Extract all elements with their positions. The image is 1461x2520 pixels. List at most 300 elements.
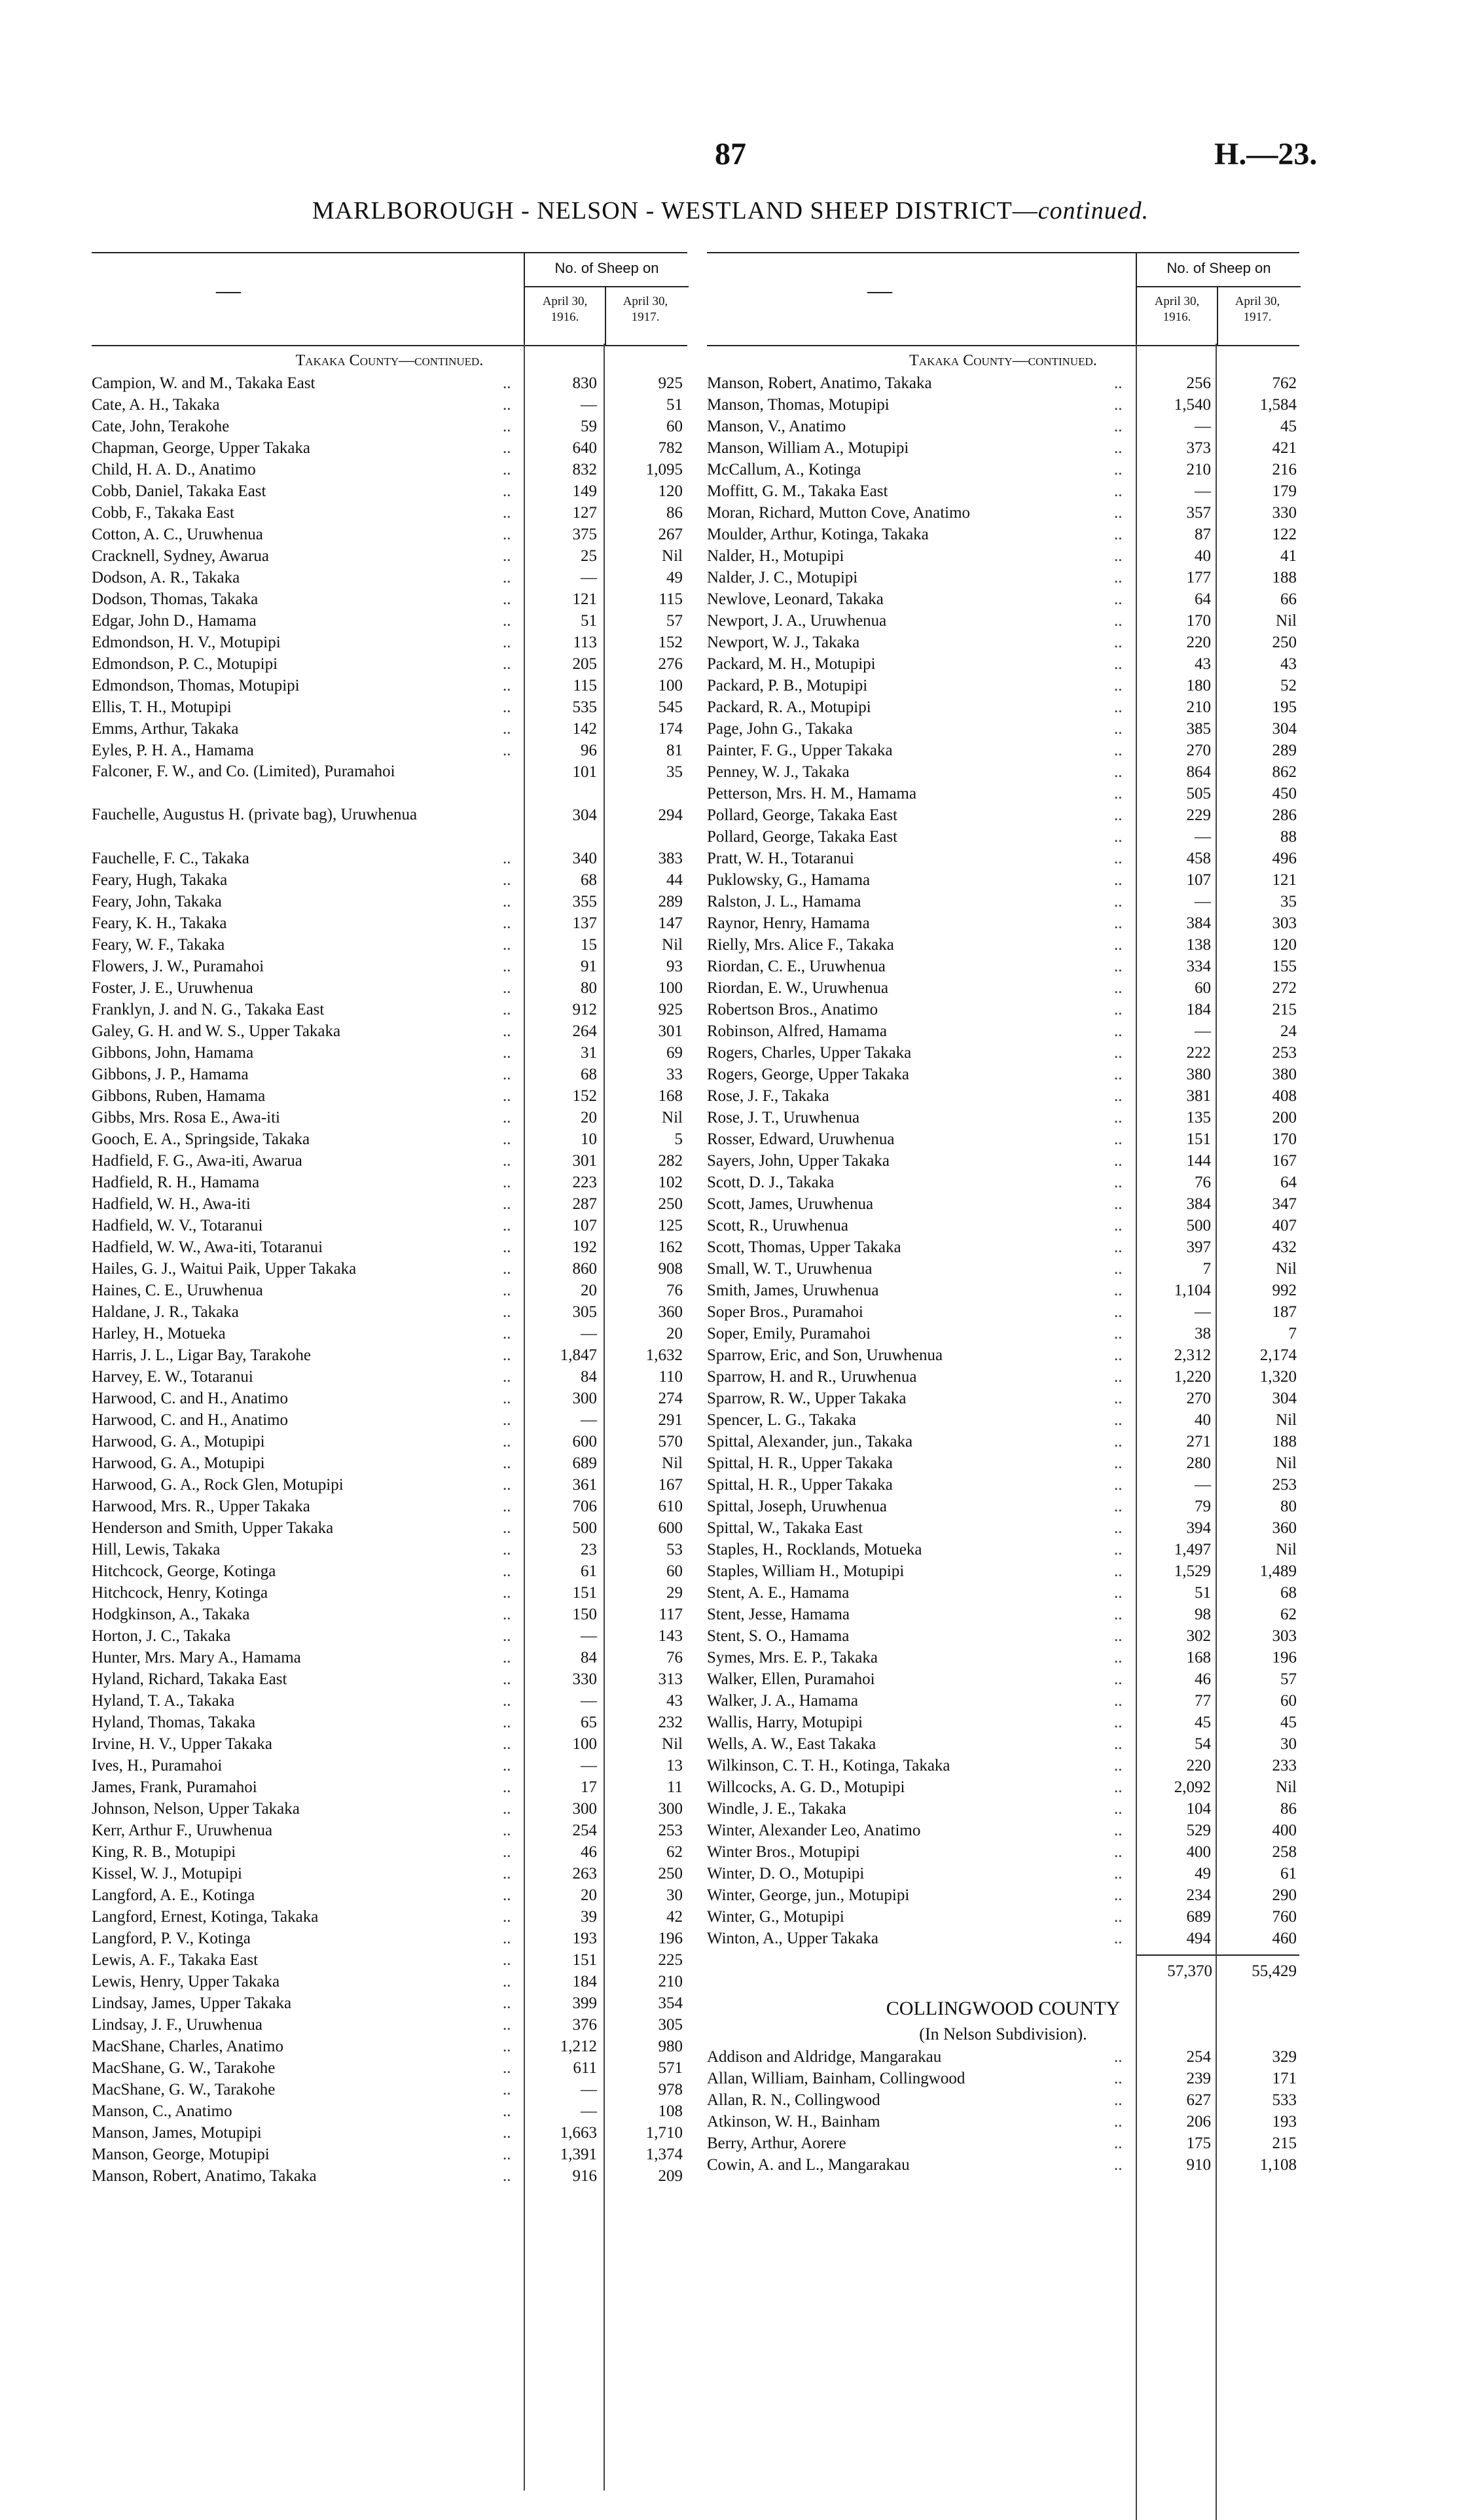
sheep-1916: — (581, 569, 597, 586)
left-rows (92, 372, 687, 2187)
sheep-1916: 376 (572, 2016, 597, 2034)
sheep-1916: 115 (573, 677, 597, 694)
owner-name: Hailes, G. J., Waitui Paik, Upper Takaka (92, 1260, 357, 1278)
table-row: Harris, J. L., Ligar Bay, Tarakohe .. 1,847 1,632 (92, 1344, 687, 1366)
table-row: Spittal, H. R., Upper Takaka .. 280 Nil (707, 1452, 1299, 1474)
owner-name: Packard, R. A., Motupipi (707, 698, 871, 716)
sheep-1916: 100 (572, 1735, 597, 1753)
table-row: Gooch, E. A., Springside, Takaka .. 10 5 (92, 1128, 687, 1150)
sheep-1917: 49 (666, 569, 683, 586)
collingwood-rows (707, 2046, 1299, 2176)
table-row: Haines, C. E., Uruwhenua .. 20 76 (92, 1280, 687, 1301)
sheep-1916: 142 (572, 720, 597, 738)
total-1916: 57,370 (1167, 1962, 1212, 1980)
sheep-1916: 494 (1186, 1930, 1211, 1947)
owner-name: Hitchcock, George, Kotinga (92, 1562, 276, 1580)
table-row: Gibbs, Mrs. Rosa E., Awa-iti .. 20 Nil (92, 1107, 687, 1128)
table-row: Cobb, F., Takaka East .. 127 86 (92, 502, 687, 524)
sheep-1916: 302 (1186, 1627, 1211, 1645)
owner-name: Pollard, George, Takaka East (707, 828, 897, 846)
owner-name: Hadfield, W. V., Totaranui (92, 1217, 263, 1234)
sheep-1917: 45 (1280, 418, 1297, 435)
sheep-1917: 303 (1272, 914, 1297, 932)
table-row: James, Frank, Puramahoi .. 17 11 (92, 1776, 687, 1798)
owner-name: Winter, George, jun., Motupipi (707, 1886, 910, 1904)
owner-name: Campion, W. and M., Takaka East (92, 374, 316, 392)
sheep-1917: 225 (658, 1951, 683, 1969)
table-row: Nalder, J. C., Motupipi .. 177 188 (707, 567, 1299, 588)
sheep-1916: 144 (1186, 1152, 1211, 1170)
table-row: Sayers, John, Upper Takaka .. 144 167 (707, 1150, 1299, 1172)
sheep-1917: 60 (1280, 1692, 1297, 1710)
table-row: MacShane, Charles, Anatimo .. 1,212 980 (92, 2036, 687, 2057)
owner-name: Feary, K. H., Takaka (92, 914, 227, 932)
sheep-1916: 107 (1186, 871, 1211, 889)
table-row: Chapman, George, Upper Takaka .. 640 782 (92, 437, 687, 459)
county-subheading: (In Nelson Subdivision). (919, 2025, 1087, 2043)
table-row: Riordan, E. W., Uruwhenua .. 60 272 (707, 977, 1299, 999)
sheep-1917: 108 (658, 2102, 683, 2120)
owner-name: Harwood, C. and H., Anatimo (92, 1390, 288, 1407)
sheep-1916: 104 (1186, 1800, 1211, 1818)
owner-name: Allan, William, Bainham, Collingwood (707, 2070, 965, 2087)
sheep-1916: 80 (581, 979, 597, 997)
table-row: Packard, P. B., Motupipi .. 180 52 (707, 675, 1299, 696)
owner-name: Edmondson, P. C., Motupipi (92, 655, 278, 673)
sheep-1917: 253 (1272, 1476, 1297, 1494)
table-row: Sparrow, R. W., Upper Takaka .. 270 304 (707, 1388, 1299, 1409)
sheep-1916: 1,497 (1174, 1541, 1211, 1558)
sheep-1917: 1,374 (645, 2146, 683, 2163)
owner-name: Manson, James, Motupipi (92, 2124, 262, 2142)
sheep-1917: 81 (666, 742, 683, 759)
sheep-1917: 2,174 (1259, 1346, 1297, 1364)
sheep-1916: 40 (1195, 547, 1211, 565)
sheep-1916: 529 (1186, 1822, 1211, 1839)
sheep-1916: 64 (1195, 590, 1211, 608)
sheep-1917: 992 (1272, 1282, 1297, 1299)
table-row: Addison and Aldridge, Mangarakau .. 254 329 (707, 2046, 1299, 2068)
sheep-1917: 93 (666, 958, 683, 975)
owner-name: Soper, Emily, Puramahoi (707, 1325, 871, 1342)
table-row: Moulder, Arthur, Kotinga, Takaka .. 87 122 (707, 524, 1299, 545)
sheep-1917: 303 (1272, 1627, 1297, 1645)
owner-name: Cobb, Daniel, Takaka East (92, 482, 266, 500)
table-row: Rogers, Charles, Upper Takaka .. 222 253 (707, 1042, 1299, 1064)
owner-name: Sparrow, R. W., Upper Takaka (707, 1390, 907, 1407)
left-column (92, 252, 687, 2187)
owner-name: Rose, J. T., Uruwhenua (707, 1109, 860, 1126)
owner-name: Manson, Robert, Anatimo, Takaka (92, 2167, 317, 2185)
sheep-1916: 127 (572, 504, 597, 522)
sheep-1916: 263 (572, 1865, 597, 1882)
table-row: Hadfield, W. W., Awa-iti, Totaranui .. 192 162 (92, 1236, 687, 1258)
sheep-1916: 170 (1186, 612, 1211, 630)
sheep-1917: 304 (1272, 1390, 1297, 1407)
sheep-1916: 25 (581, 547, 597, 565)
owner-name: Fauchelle, F. C., Takaka (92, 850, 249, 867)
right-rows (707, 372, 1299, 1949)
sheep-1916: 380 (1186, 1066, 1211, 1083)
table-row: Irvine, H. V., Upper Takaka .. 100 Nil (92, 1733, 687, 1755)
table-row: Soper, Emily, Puramahoi .. 38 7 (707, 1323, 1299, 1344)
owner-name: Stent, Jesse, Hamama (707, 1606, 850, 1623)
sheep-1916: 152 (572, 1087, 597, 1105)
table-row: Manson, C., Anatimo .. — 108 (92, 2100, 687, 2122)
table-row: Langford, A. E., Kotinga .. 20 30 (92, 1884, 687, 1906)
sheep-1916: 400 (1186, 1843, 1211, 1861)
sheep-1916: 45 (1195, 1714, 1211, 1731)
owner-name: Dodson, Thomas, Takaka (92, 590, 259, 608)
sheep-1917: 80 (1280, 1498, 1297, 1515)
table-row: Pollard, George, Takaka East .. 229 286 (707, 804, 1299, 826)
owner-name: Hill, Lewis, Takaka (92, 1541, 221, 1558)
owner-name: Harris, J. L., Ligar Bay, Tarakohe (92, 1346, 311, 1364)
owner-name: Walker, Ellen, Puramahoi (707, 1670, 875, 1688)
owner-name: Haines, C. E., Uruwhenua (92, 1282, 263, 1299)
sheep-1916: 15 (581, 936, 597, 954)
sheep-1917: Nil (1276, 1541, 1297, 1558)
sheep-1916: 384 (1186, 1195, 1211, 1213)
owner-name: Spittal, Alexander, jun., Takaka (707, 1433, 913, 1450)
sheep-1916: 270 (1186, 742, 1211, 759)
sheep-1917: 53 (666, 1541, 683, 1558)
table-row: Hailes, G. J., Waitui Paik, Upper Takaka .. 860 908 (92, 1258, 687, 1280)
table-row: Robertson Bros., Anatimo .. 184 215 (707, 999, 1299, 1020)
table-row: Henderson and Smith, Upper Takaka .. 500 600 (92, 1517, 687, 1539)
sheep-1917: 400 (1272, 1822, 1297, 1839)
sheep-1917: 88 (1280, 828, 1297, 846)
owner-name: Lindsay, J. F., Uruwhenua (92, 2016, 262, 2034)
sheep-1916: 184 (1186, 1001, 1211, 1018)
sheep-1916: 77 (1195, 1692, 1211, 1710)
table-row: Hadfield, R. H., Hamama .. 223 102 (92, 1172, 687, 1193)
sheep-1916: 385 (1186, 720, 1211, 738)
table-row: Staples, H., Rocklands, Motueka .. 1,497 Nil (707, 1539, 1299, 1560)
table-row: Manson, Robert, Anatimo, Takaka .. 916 209 (92, 2165, 687, 2187)
sheep-1916: 31 (581, 1044, 597, 1062)
owner-name: Irvine, H. V., Upper Takaka (92, 1735, 272, 1753)
totals-row (707, 1949, 1299, 1995)
table-row (92, 761, 687, 804)
sheep-1916: 1,391 (560, 2146, 597, 2163)
sheep-1916: — (1195, 893, 1211, 910)
table-row: McCallum, A., Kotinga .. 210 216 (707, 459, 1299, 480)
sheep-1916: 149 (572, 482, 597, 500)
owner-name: Soper Bros., Puramahoi (707, 1303, 863, 1321)
owner-name: Flowers, J. W., Puramahoi (92, 958, 264, 975)
year-1917-header-right: April 30, 1917. (1235, 295, 1280, 324)
sheep-1917: 274 (658, 1390, 683, 1407)
table-row: Gibbons, Ruben, Hamama .. 152 168 (92, 1085, 687, 1107)
sheep-1917: 120 (658, 482, 683, 500)
sheep-1917: Nil (662, 547, 683, 565)
table-row: Manson, James, Motupipi .. 1,663 1,710 (92, 2122, 687, 2144)
sheep-1916: 193 (572, 1930, 597, 1947)
table-row: Riordan, C. E., Uruwhenua .. 334 155 (707, 956, 1299, 977)
owner-name: Fauchelle, Augustus H. (private bag), Uruwhenua (92, 806, 418, 823)
sheep-1917: 360 (658, 1303, 683, 1321)
owner-name: Kissel, W. J., Motupipi (92, 1865, 242, 1882)
sheep-1916: 10 (581, 1130, 597, 1148)
owner-name: Hadfield, F. G., Awa-iti, Awarua (92, 1152, 302, 1170)
table-row: Harwood, G. A., Rock Glen, Motupipi .. 361 167 (92, 1474, 687, 1496)
sheep-1916: 600 (572, 1433, 597, 1450)
owner-name: McCallum, A., Kotinga (707, 461, 861, 478)
table-row: Spittal, H. R., Upper Takaka .. — 253 (707, 1474, 1299, 1496)
table-row: Rielly, Mrs. Alice F., Takaka .. 138 120 (707, 934, 1299, 956)
sheep-1917: 143 (658, 1627, 683, 1645)
owner-name: Haldane, J. R., Takaka (92, 1303, 239, 1321)
table-row: Harley, H., Motueka .. — 20 (92, 1323, 687, 1344)
sheep-1916: 254 (1186, 2048, 1211, 2066)
owner-name: Gibbons, J. P., Hamama (92, 1066, 249, 1083)
sheep-1917: 42 (666, 1908, 683, 1926)
sheep-1916: 210 (1186, 461, 1211, 478)
table-row: Packard, M. H., Motupipi .. 43 43 (707, 653, 1299, 675)
sheep-1917: 1,584 (1259, 396, 1297, 414)
sheep-1916: 300 (572, 1390, 597, 1407)
sheep-1916: 51 (1195, 1584, 1211, 1602)
sheep-1916: 384 (1186, 914, 1211, 932)
table-row: Flowers, J. W., Puramahoi .. 91 93 (92, 956, 687, 977)
sheep-1916: — (1195, 418, 1211, 435)
owner-name: Small, W. T., Uruwhenua (707, 1260, 873, 1278)
sheep-1917: 125 (658, 1217, 683, 1234)
owner-name: Symes, Mrs. E. P., Takaka (707, 1649, 878, 1666)
sheep-1917: 13 (666, 1757, 683, 1774)
sheep-1916: 256 (1186, 374, 1211, 392)
sheep-1916: 61 (581, 1562, 597, 1580)
owner-name: Gooch, E. A., Springside, Takaka (92, 1130, 310, 1148)
owner-name: Spittal, H. R., Upper Takaka (707, 1476, 893, 1494)
table-row: Scott, James, Uruwhenua .. 384 347 (707, 1193, 1299, 1215)
sheep-1916: 1,104 (1174, 1282, 1211, 1299)
owner-name: Sparrow, Eric, and Son, Uruwhenua (707, 1346, 943, 1364)
sheep-1916: 300 (572, 1800, 597, 1818)
table-row: Eyles, P. H. A., Hamama .. 96 81 (92, 740, 687, 761)
owner-name: Winter, D. O., Motupipi (707, 1865, 865, 1882)
sheep-1917: 30 (666, 1886, 683, 1904)
owner-name: Johnson, Nelson, Upper Takaka (92, 1800, 300, 1818)
sheep-1916: 397 (1186, 1238, 1211, 1256)
table-row: Lewis, A. F., Takaka East .. 151 225 (92, 1949, 687, 1971)
sheep-1916: 239 (1186, 2070, 1211, 2087)
sheep-1916: — (581, 2102, 597, 2120)
table-row: Harwood, C. and H., Anatimo .. 300 274 (92, 1388, 687, 1409)
sheep-1917: 43 (1280, 655, 1297, 673)
owner-name: Spencer, L. G., Takaka (707, 1411, 856, 1429)
owner-name: Windle, J. E., Takaka (707, 1800, 846, 1818)
sheep-1917: 68 (1280, 1584, 1297, 1602)
table-row: Hyland, Richard, Takaka East .. 330 313 (92, 1668, 687, 1690)
county-heading: COLLINGWOOD COUNTY (886, 1998, 1121, 2019)
owner-name: Nalder, J. C., Motupipi (707, 569, 858, 586)
table-row: Symes, Mrs. E. P., Takaka .. 168 196 (707, 1647, 1299, 1668)
sheep-1916: 40 (1195, 1411, 1211, 1429)
sheep-1917: 250 (658, 1195, 683, 1213)
owner-name: Hitchcock, Henry, Kotinga (92, 1584, 268, 1602)
sheep-1916: 168 (1186, 1649, 1211, 1666)
table-row: Emms, Arthur, Takaka .. 142 174 (92, 718, 687, 740)
sheep-1917: 61 (1280, 1865, 1297, 1882)
sheep-1916: 20 (581, 1886, 597, 1904)
owner-name: Hadfield, R. H., Hamama (92, 1174, 260, 1191)
table-row: Spencer, L. G., Takaka .. 40 Nil (707, 1409, 1299, 1431)
sheep-1917: 267 (658, 526, 683, 543)
table-row: Winter Bros., Motupipi .. 400 258 (707, 1841, 1299, 1863)
sheep-1917: 782 (658, 439, 683, 457)
table-row: Johnson, Nelson, Upper Takaka .. 300 300 (92, 1798, 687, 1820)
owner-name: Hadfield, W. W., Awa-iti, Totaranui (92, 1238, 323, 1256)
sheep-1917: 33 (666, 1066, 683, 1083)
owner-name: Winter Bros., Motupipi (707, 1843, 860, 1861)
table-row: Newport, J. A., Uruwhenua .. 170 Nil (707, 610, 1299, 632)
table-row: Winter, George, jun., Motupipi .. 234 290 (707, 1884, 1299, 1906)
sheep-1917: 282 (658, 1152, 683, 1170)
sheep-1916: 138 (1186, 936, 1211, 954)
table-row: Windle, J. E., Takaka .. 104 86 (707, 1798, 1299, 1820)
owner-name: Dodson, A. R., Takaka (92, 569, 240, 586)
sheep-1916: 84 (581, 1368, 597, 1386)
owner-name: Berry, Arthur, Aorere (707, 2134, 846, 2152)
sheep-1917: 545 (658, 698, 683, 716)
owner-name: Atkinson, W. H., Bainham (707, 2113, 880, 2131)
sheep-1916: 2,312 (1174, 1346, 1211, 1364)
table-row: MacShane, G. W., Tarakohe .. 611 571 (92, 2057, 687, 2079)
table-row: Dodson, A. R., Takaka .. — 49 (92, 567, 687, 588)
table-row: Lindsay, James, Upper Takaka .. 399 354 (92, 1992, 687, 2014)
right-table-header (707, 252, 1299, 346)
sheep-1917: 1,320 (1259, 1368, 1297, 1386)
owner-name: Langford, A. E., Kotinga (92, 1886, 255, 1904)
sheep-1916: — (1195, 1476, 1211, 1494)
owner-name: Harley, H., Motueka (92, 1325, 226, 1342)
sheep-1917: 360 (1272, 1519, 1297, 1537)
table-row: Manson, Thomas, Motupipi .. 1,540 1,584 (707, 394, 1299, 416)
sheep-1916: — (1195, 1022, 1211, 1040)
owner-name: Cracknell, Sydney, Awarua (92, 547, 270, 565)
sheep-1916: 357 (1186, 504, 1211, 522)
sheep-1917: 7 (1288, 1325, 1297, 1342)
owner-name: Staples, H., Rocklands, Motueka (707, 1541, 922, 1558)
sheep-1916: 864 (1186, 763, 1211, 781)
sheep-1916: 394 (1186, 1519, 1211, 1537)
sheep-1916: 113 (573, 634, 597, 651)
owner-name: Manson, Thomas, Motupipi (707, 396, 890, 414)
sheep-count-title-right: No. of Sheep on (1166, 260, 1271, 276)
table-row: Hyland, Thomas, Takaka .. 65 232 (92, 1712, 687, 1733)
owner-name: Moulder, Arthur, Kotinga, Takaka (707, 526, 929, 543)
table-row: Manson, V., Anatimo .. — 45 (707, 416, 1299, 437)
owner-name: Lindsay, James, Upper Takaka (92, 1994, 292, 2012)
sheep-1916: 17 (581, 1778, 597, 1796)
sheep-1916: 689 (1186, 1908, 1211, 1926)
sheep-1917: 100 (658, 677, 683, 694)
sheep-1917: 460 (1272, 1930, 1297, 1947)
sheep-1917: Nil (1276, 612, 1297, 630)
sheep-1917: 329 (1272, 2048, 1297, 2066)
sheep-1917: 120 (1272, 936, 1297, 954)
sheep-1916: 832 (572, 461, 597, 478)
sheep-1916: 65 (581, 1714, 597, 1731)
sheep-1916: 101 (572, 763, 597, 781)
owner-name: Newlove, Leonard, Takaka (707, 590, 884, 608)
sheep-1917: 380 (1272, 1066, 1297, 1083)
sheep-1916: 7 (1202, 1260, 1211, 1278)
owner-name: King, R. B., Motupipi (92, 1843, 236, 1861)
sheep-1916: 206 (1186, 2113, 1211, 2131)
owner-name: Packard, M. H., Motupipi (707, 655, 876, 673)
sheep-1916: 860 (572, 1260, 597, 1278)
sheep-1916: 1,847 (560, 1346, 597, 1364)
owner-name: Willcocks, A. G. D., Motupipi (707, 1778, 905, 1796)
table-row: Puklowsky, G., Hamama .. 107 121 (707, 869, 1299, 891)
sheep-1917: 51 (666, 396, 683, 414)
owner-name: Harvey, E. W., Totaranui (92, 1368, 253, 1386)
sheep-1917: 925 (658, 374, 683, 392)
sheep-1916: 79 (1195, 1498, 1211, 1515)
sheep-1917: 200 (1272, 1109, 1297, 1126)
owner-name: Lewis, A. F., Takaka East (92, 1951, 259, 1969)
table-row: Lindsay, J. F., Uruwhenua .. 376 305 (92, 2014, 687, 2036)
sheep-1917: 167 (1272, 1152, 1297, 1170)
table-row: Page, John G., Takaka .. 385 304 (707, 718, 1299, 740)
table-row: Cotton, A. C., Uruwhenua .. 375 267 (92, 524, 687, 545)
sheep-1917: Nil (1276, 1778, 1297, 1796)
owner-name: Ellis, T. H., Motupipi (92, 698, 232, 716)
owner-name: Harwood, G. A., Rock Glen, Motupipi (92, 1476, 344, 1494)
sheep-1917: 62 (666, 1843, 683, 1861)
sheep-1917: 5 (674, 1130, 683, 1148)
sheep-1916: 1,529 (1174, 1562, 1211, 1580)
sheep-1916: — (581, 1411, 597, 1429)
sheep-1916: 535 (572, 698, 597, 716)
sheep-1916: 107 (572, 1217, 597, 1234)
sheep-1917: 289 (658, 893, 683, 910)
year-1917-header: April 30, 1917. (622, 295, 668, 324)
sheep-1917: 978 (658, 2081, 683, 2098)
owner-name: Scott, R., Uruwhenua (707, 1217, 848, 1234)
table-row: Walker, J. A., Hamama .. 77 60 (707, 1690, 1299, 1712)
sheep-1917: 57 (666, 612, 683, 630)
owner-name: Harwood, C. and H., Anatimo (92, 1411, 288, 1429)
sheep-1917: Nil (662, 1454, 683, 1472)
owner-name: Galey, G. H. and W. S., Upper Takaka (92, 1022, 341, 1040)
sheep-1917: 407 (1272, 1217, 1297, 1234)
total-1917: 55,429 (1252, 1962, 1297, 1980)
left-section-heading (92, 346, 687, 372)
sheep-1916: 1,220 (1174, 1368, 1211, 1386)
sheep-1916: — (581, 1757, 597, 1774)
owner-name: Ralston, J. L., Hamama (707, 893, 861, 910)
sheep-1917: 253 (1272, 1044, 1297, 1062)
sheep-1917: 187 (1272, 1303, 1297, 1321)
owner-name: Henderson and Smith, Upper Takaka (92, 1519, 334, 1537)
sheep-1916: 20 (581, 1109, 597, 1126)
table-row: Cate, John, Terakohe .. 59 60 (92, 416, 687, 437)
table-row: Soper Bros., Puramahoi .. — 187 (707, 1301, 1299, 1323)
table-row: Scott, R., Uruwhenua .. 500 407 (707, 1215, 1299, 1236)
owner-name: Manson, V., Anatimo (707, 418, 846, 435)
sheep-1917: 30 (1280, 1735, 1297, 1753)
table-row: Franklyn, J. and N. G., Takaka East .. 912 925 (92, 999, 687, 1020)
sheep-1916: 87 (1195, 526, 1211, 543)
owner-name: Rogers, George, Upper Takaka (707, 1066, 910, 1083)
sheep-1916: 49 (1195, 1865, 1211, 1882)
table-row: Horton, J. C., Takaka .. — 143 (92, 1625, 687, 1647)
owner-name: Rielly, Mrs. Alice F., Takaka (707, 936, 894, 954)
